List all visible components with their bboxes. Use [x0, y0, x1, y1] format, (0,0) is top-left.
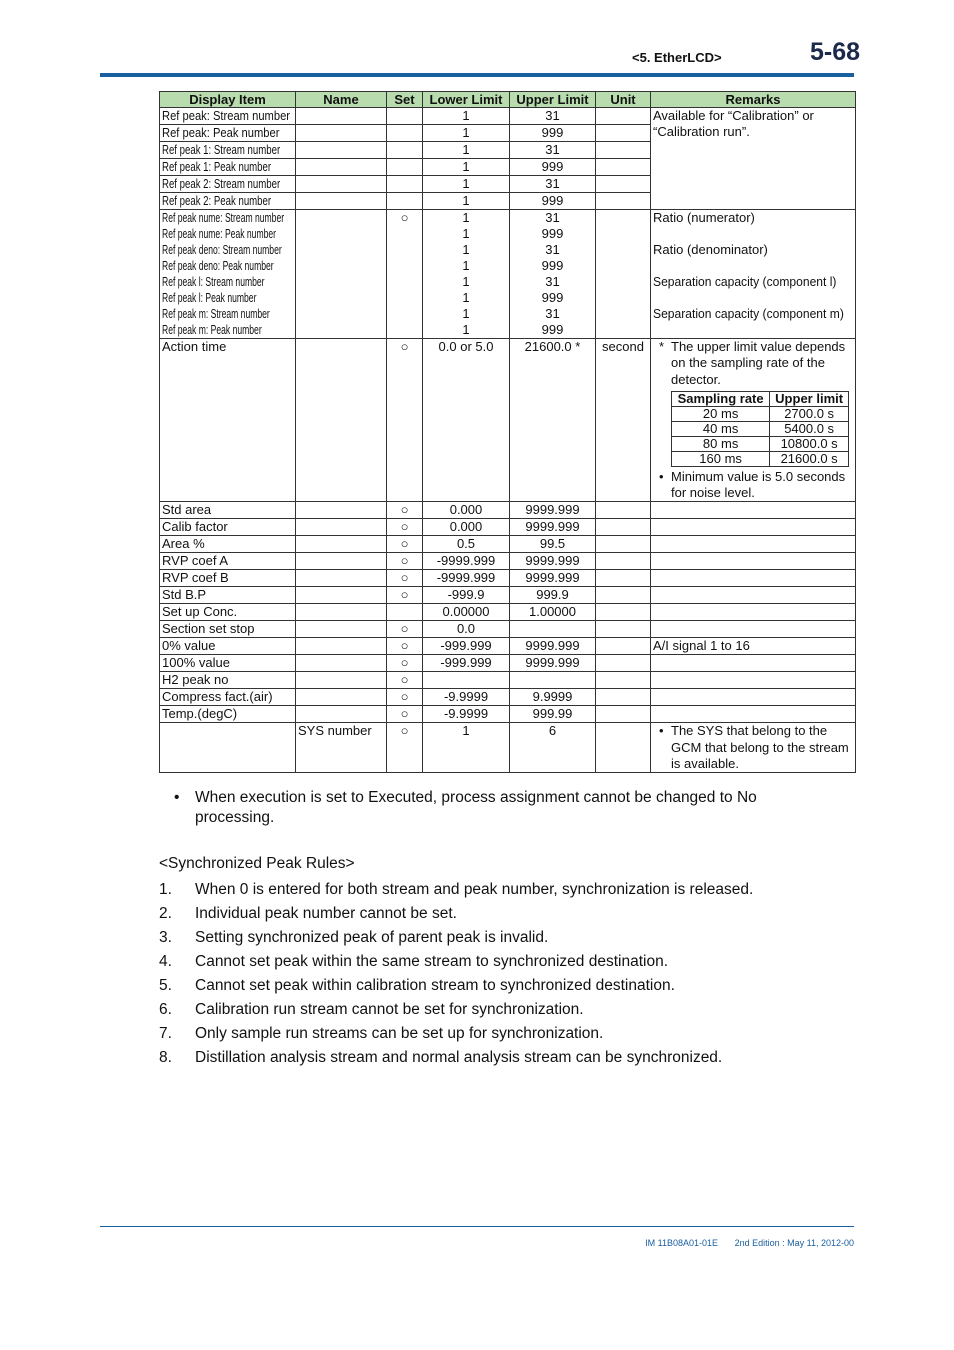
display-item-cell: H2 peak no	[160, 672, 296, 689]
upper-limit-cell: 9999.999	[510, 519, 596, 536]
unit-cell	[596, 723, 651, 773]
table-row	[160, 604, 856, 621]
upper-limit-cell: 9999.999	[510, 655, 596, 672]
remarks-cell	[651, 553, 856, 570]
lower-limit-cell: 0.0 or 5.0	[423, 339, 510, 502]
upper-limit-cell: 999.99	[510, 706, 596, 723]
display-item-cell	[160, 723, 296, 773]
list-number: 2.	[159, 905, 172, 922]
table-row-group	[160, 210, 856, 339]
lower-limit-cell: 1	[423, 108, 510, 125]
display-item-cell: Std area	[160, 502, 296, 519]
list-text: Only sample run streams can be set up for synchronization.	[195, 1025, 604, 1042]
list-number: 8.	[159, 1049, 172, 1066]
display-item-cell: RVP coef B	[160, 570, 296, 587]
upper-limit-cell: 31	[510, 108, 596, 125]
display-item-cell: Area %	[160, 536, 296, 553]
table-row: 20 ms 2700.0 s	[672, 406, 849, 421]
parameter-table	[159, 91, 856, 773]
set-mark: ○	[387, 502, 423, 519]
set-mark: ○	[387, 672, 423, 689]
col-header-display-item: Display Item	[160, 92, 296, 108]
set-mark: ○	[387, 706, 423, 723]
display-item-cell: Ref peak 1: Peak number	[160, 159, 296, 176]
sampling-rate-table: Sampling rate Upper limit 20 ms 2700.0 s 40 ms 5400.0 s 80 ms 10800.0 s 160 ms 21600.0 s	[671, 391, 849, 467]
unit-cell	[596, 638, 651, 655]
lower-limit-cell: 1	[423, 142, 510, 159]
execution-note: • When execution is set to Executed, process assignment cannot be changed to No processing.	[174, 789, 757, 826]
rules-heading: <Synchronized Peak Rules>	[159, 855, 355, 872]
lower-limit-cell: 1	[423, 193, 510, 210]
page-number: 5-68	[810, 38, 861, 66]
lower-limit-cell: 0.00000	[423, 604, 510, 621]
display-item-cell: Set up Conc.	[160, 604, 296, 621]
list-text: When 0 is entered for both stream and peak number, synchronization is released.	[195, 881, 754, 898]
upper-limit-cell	[510, 672, 596, 689]
remarks-cell	[651, 706, 856, 723]
upper-limit-cell: 9999.999	[510, 638, 596, 655]
set-mark: ○	[387, 621, 423, 638]
lower-limit-cell: -999.999	[423, 638, 510, 655]
remarks-cell	[651, 570, 856, 587]
set-mark	[387, 604, 423, 621]
upper-limit-cell: 9999.999	[510, 570, 596, 587]
synchronized-peak-rules	[159, 880, 753, 1072]
upper-limit-cell: 999	[510, 159, 596, 176]
table-row-action-time	[160, 339, 856, 502]
upper-limit-cell: 9999.999	[510, 502, 596, 519]
lower-limit-cell: 1	[423, 176, 510, 193]
upper-limit-cell: 31	[510, 142, 596, 159]
remarks-cell	[651, 604, 856, 621]
list-number: 5.	[159, 977, 172, 994]
header-rule	[100, 73, 854, 77]
unit-cell: second	[596, 339, 651, 502]
list-text: Setting synchronized peak of parent peak is invalid.	[195, 929, 549, 946]
lower-limit-cell: 0.000	[423, 519, 510, 536]
upper-limit-cell: 999	[510, 125, 596, 142]
table-row	[160, 621, 856, 638]
upper-limit-cell: 6	[510, 723, 596, 773]
edition-info: 2nd Edition : May 11, 2012-00	[734, 1238, 854, 1248]
list-item	[159, 976, 753, 1000]
upper-limit-cell: 99.5	[510, 536, 596, 553]
name-cell	[296, 706, 387, 723]
remarks-cell	[651, 587, 856, 604]
footer-rule	[100, 1226, 854, 1227]
unit-cell	[596, 536, 651, 553]
list-number: 6.	[159, 1001, 172, 1018]
name-cell	[296, 672, 387, 689]
lower-limit-cell: -999.9	[423, 587, 510, 604]
remark-note: * The upper limit value depends on the sampling rate of the detector.	[659, 339, 846, 387]
display-item-cell: Ref peak 2: Peak number	[160, 193, 296, 210]
remarks-cell	[651, 689, 856, 706]
name-cell	[296, 587, 387, 604]
lower-limit-cell: -9999.999	[423, 553, 510, 570]
table-row	[160, 108, 856, 125]
upper-limit-cell: 1.00000	[510, 604, 596, 621]
unit-cell	[596, 689, 651, 706]
lower-limit-cell: 1 1 1 1 1 1 1 1	[423, 210, 510, 339]
remarks-cell: A/I signal 1 to 16	[651, 638, 856, 655]
lower-limit-cell: 0.0	[423, 621, 510, 638]
display-item-cell: RVP coef A	[160, 553, 296, 570]
list-item	[159, 1000, 753, 1024]
set-mark: ○	[387, 689, 423, 706]
display-item-cell: 100% value	[160, 655, 296, 672]
list-text: Individual peak number cannot be set.	[195, 905, 457, 922]
upper-limit-cell: 9999.999	[510, 553, 596, 570]
table-header-row	[160, 92, 856, 108]
set-mark: ○	[387, 723, 423, 773]
remarks-cell	[651, 339, 856, 502]
name-cell	[296, 655, 387, 672]
remarks-cell: Available for “Calibration” or “Calibration run”.	[651, 108, 856, 210]
unit-cell	[596, 553, 651, 570]
list-number: 7.	[159, 1025, 172, 1042]
remarks-cell	[651, 655, 856, 672]
lower-limit-cell: 1	[423, 159, 510, 176]
col-header-set: Set	[387, 92, 423, 108]
lower-limit-cell: -9999.999	[423, 570, 510, 587]
table-row	[160, 502, 856, 519]
section-title: <5. EtherLCD>	[632, 50, 722, 65]
set-mark: ○	[387, 570, 423, 587]
display-item-cell: Compress fact.(air)	[160, 689, 296, 706]
display-item-cell: Temp.(degC)	[160, 706, 296, 723]
upper-limit-cell: 9.9999	[510, 689, 596, 706]
list-number: 4.	[159, 953, 172, 970]
list-item	[159, 904, 753, 928]
page-footer	[631, 1238, 854, 1248]
set-mark: ○	[387, 553, 423, 570]
upper-limit-cell: 31	[510, 176, 596, 193]
table-row-sys	[160, 723, 856, 773]
name-cell	[296, 638, 387, 655]
name-cell	[296, 570, 387, 587]
display-item-cell: Ref peak: Stream number	[160, 108, 296, 125]
lower-limit-cell: 1	[423, 125, 510, 142]
col-header-unit: Unit	[596, 92, 651, 108]
display-item-cell: Ref peak 1: Stream number	[160, 142, 296, 159]
list-number: 1.	[159, 881, 172, 898]
remarks-cell	[651, 519, 856, 536]
unit-cell	[596, 587, 651, 604]
col-header-name: Name	[296, 92, 387, 108]
name-cell	[296, 502, 387, 519]
table-row	[160, 587, 856, 604]
table-row	[160, 570, 856, 587]
upper-limit-cell: 999	[510, 193, 596, 210]
lower-limit-cell: -9.9999	[423, 689, 510, 706]
list-item	[159, 1024, 753, 1048]
unit-cell	[596, 570, 651, 587]
display-item-cell: Ref peak nume: Stream number Ref peak nume: Peak number Ref peak deno: Stream number Ref peak deno: Peak number Ref peak l: Stream number Ref peak l: Peak number Ref peak m: Stream number Ref peak m: Peak number	[160, 210, 296, 339]
table-row	[160, 519, 856, 536]
table-row: 160 ms 21600.0 s	[672, 451, 849, 466]
name-cell: SYS number	[296, 723, 387, 773]
upper-limit-cell: 999.9	[510, 587, 596, 604]
name-cell	[296, 553, 387, 570]
list-text: Cannot set peak within calibration stream to synchronized destination.	[195, 977, 675, 994]
col-header-upper-limit: Upper Limit	[510, 92, 596, 108]
col-header-remarks: Remarks	[651, 92, 856, 108]
table-row	[160, 536, 856, 553]
lower-limit-cell	[423, 672, 510, 689]
display-item-cell: Ref peak 2: Stream number	[160, 176, 296, 193]
lower-limit-cell: 0.5	[423, 536, 510, 553]
table-row	[160, 672, 856, 689]
upper-limit-cell: 21600.0 *	[510, 339, 596, 502]
table-row: 40 ms 5400.0 s	[672, 421, 849, 436]
list-number: 3.	[159, 929, 172, 946]
set-mark: ○	[387, 638, 423, 655]
display-item-cell: Ref peak: Peak number	[160, 125, 296, 142]
remark-note: • The SYS that belong to the GCM that belong to the stream is available.	[659, 723, 849, 772]
display-item-cell: Section set stop	[160, 621, 296, 638]
set-mark: ○	[387, 210, 423, 339]
table-row	[160, 638, 856, 655]
set-mark: ○	[387, 655, 423, 672]
list-item	[159, 928, 753, 952]
display-item-cell: Action time	[160, 339, 296, 502]
unit-cell	[596, 706, 651, 723]
list-item	[159, 1048, 753, 1072]
table-row	[160, 689, 856, 706]
col-header-lower-limit: Lower Limit	[423, 92, 510, 108]
set-mark: ○	[387, 339, 423, 502]
unit-cell	[596, 519, 651, 536]
table-row	[160, 706, 856, 723]
unit-cell	[596, 655, 651, 672]
list-text: Calibration run stream cannot be set for synchronization.	[195, 1001, 584, 1018]
unit-cell	[596, 502, 651, 519]
remarks-cell	[651, 672, 856, 689]
unit-cell	[596, 621, 651, 638]
name-cell	[296, 519, 387, 536]
lower-limit-cell: 0.000	[423, 502, 510, 519]
display-item-cell: Calib factor	[160, 519, 296, 536]
display-item-cell: 0% value	[160, 638, 296, 655]
name-cell	[296, 621, 387, 638]
document-id: IM 11B08A01-01E	[645, 1238, 719, 1248]
display-item-cell: Std B.P	[160, 587, 296, 604]
remark-note: • Minimum value is 5.0 seconds for noise level.	[659, 468, 846, 501]
table-row	[160, 655, 856, 672]
upper-limit-cell: 31 999 31 999 31 999 31 999	[510, 210, 596, 339]
list-text: Cannot set peak within the same stream to synchronized destination.	[195, 953, 669, 970]
name-cell	[296, 536, 387, 553]
set-mark: ○	[387, 519, 423, 536]
list-item	[159, 952, 753, 976]
remarks-cell: Ratio (numerator) Ratio (denominator) Separation capacity (component l) Separation capacity (component m)	[651, 210, 856, 339]
lower-limit-cell: -9.9999	[423, 706, 510, 723]
list-text: Distillation analysis stream and normal analysis stream can be synchronized.	[195, 1049, 723, 1066]
set-mark: ○	[387, 536, 423, 553]
lower-limit-cell: 1	[423, 723, 510, 773]
name-cell	[296, 689, 387, 706]
unit-cell	[596, 672, 651, 689]
upper-limit-cell	[510, 621, 596, 638]
unit-cell	[596, 604, 651, 621]
remarks-cell	[651, 621, 856, 638]
name-cell	[296, 604, 387, 621]
remarks-cell	[651, 536, 856, 553]
table-row: 80 ms 10800.0 s	[672, 436, 849, 451]
remarks-cell	[651, 723, 856, 773]
remarks-cell	[651, 502, 856, 519]
set-mark: ○	[387, 587, 423, 604]
lower-limit-cell: -999.999	[423, 655, 510, 672]
list-item	[159, 880, 753, 904]
table-row	[160, 553, 856, 570]
